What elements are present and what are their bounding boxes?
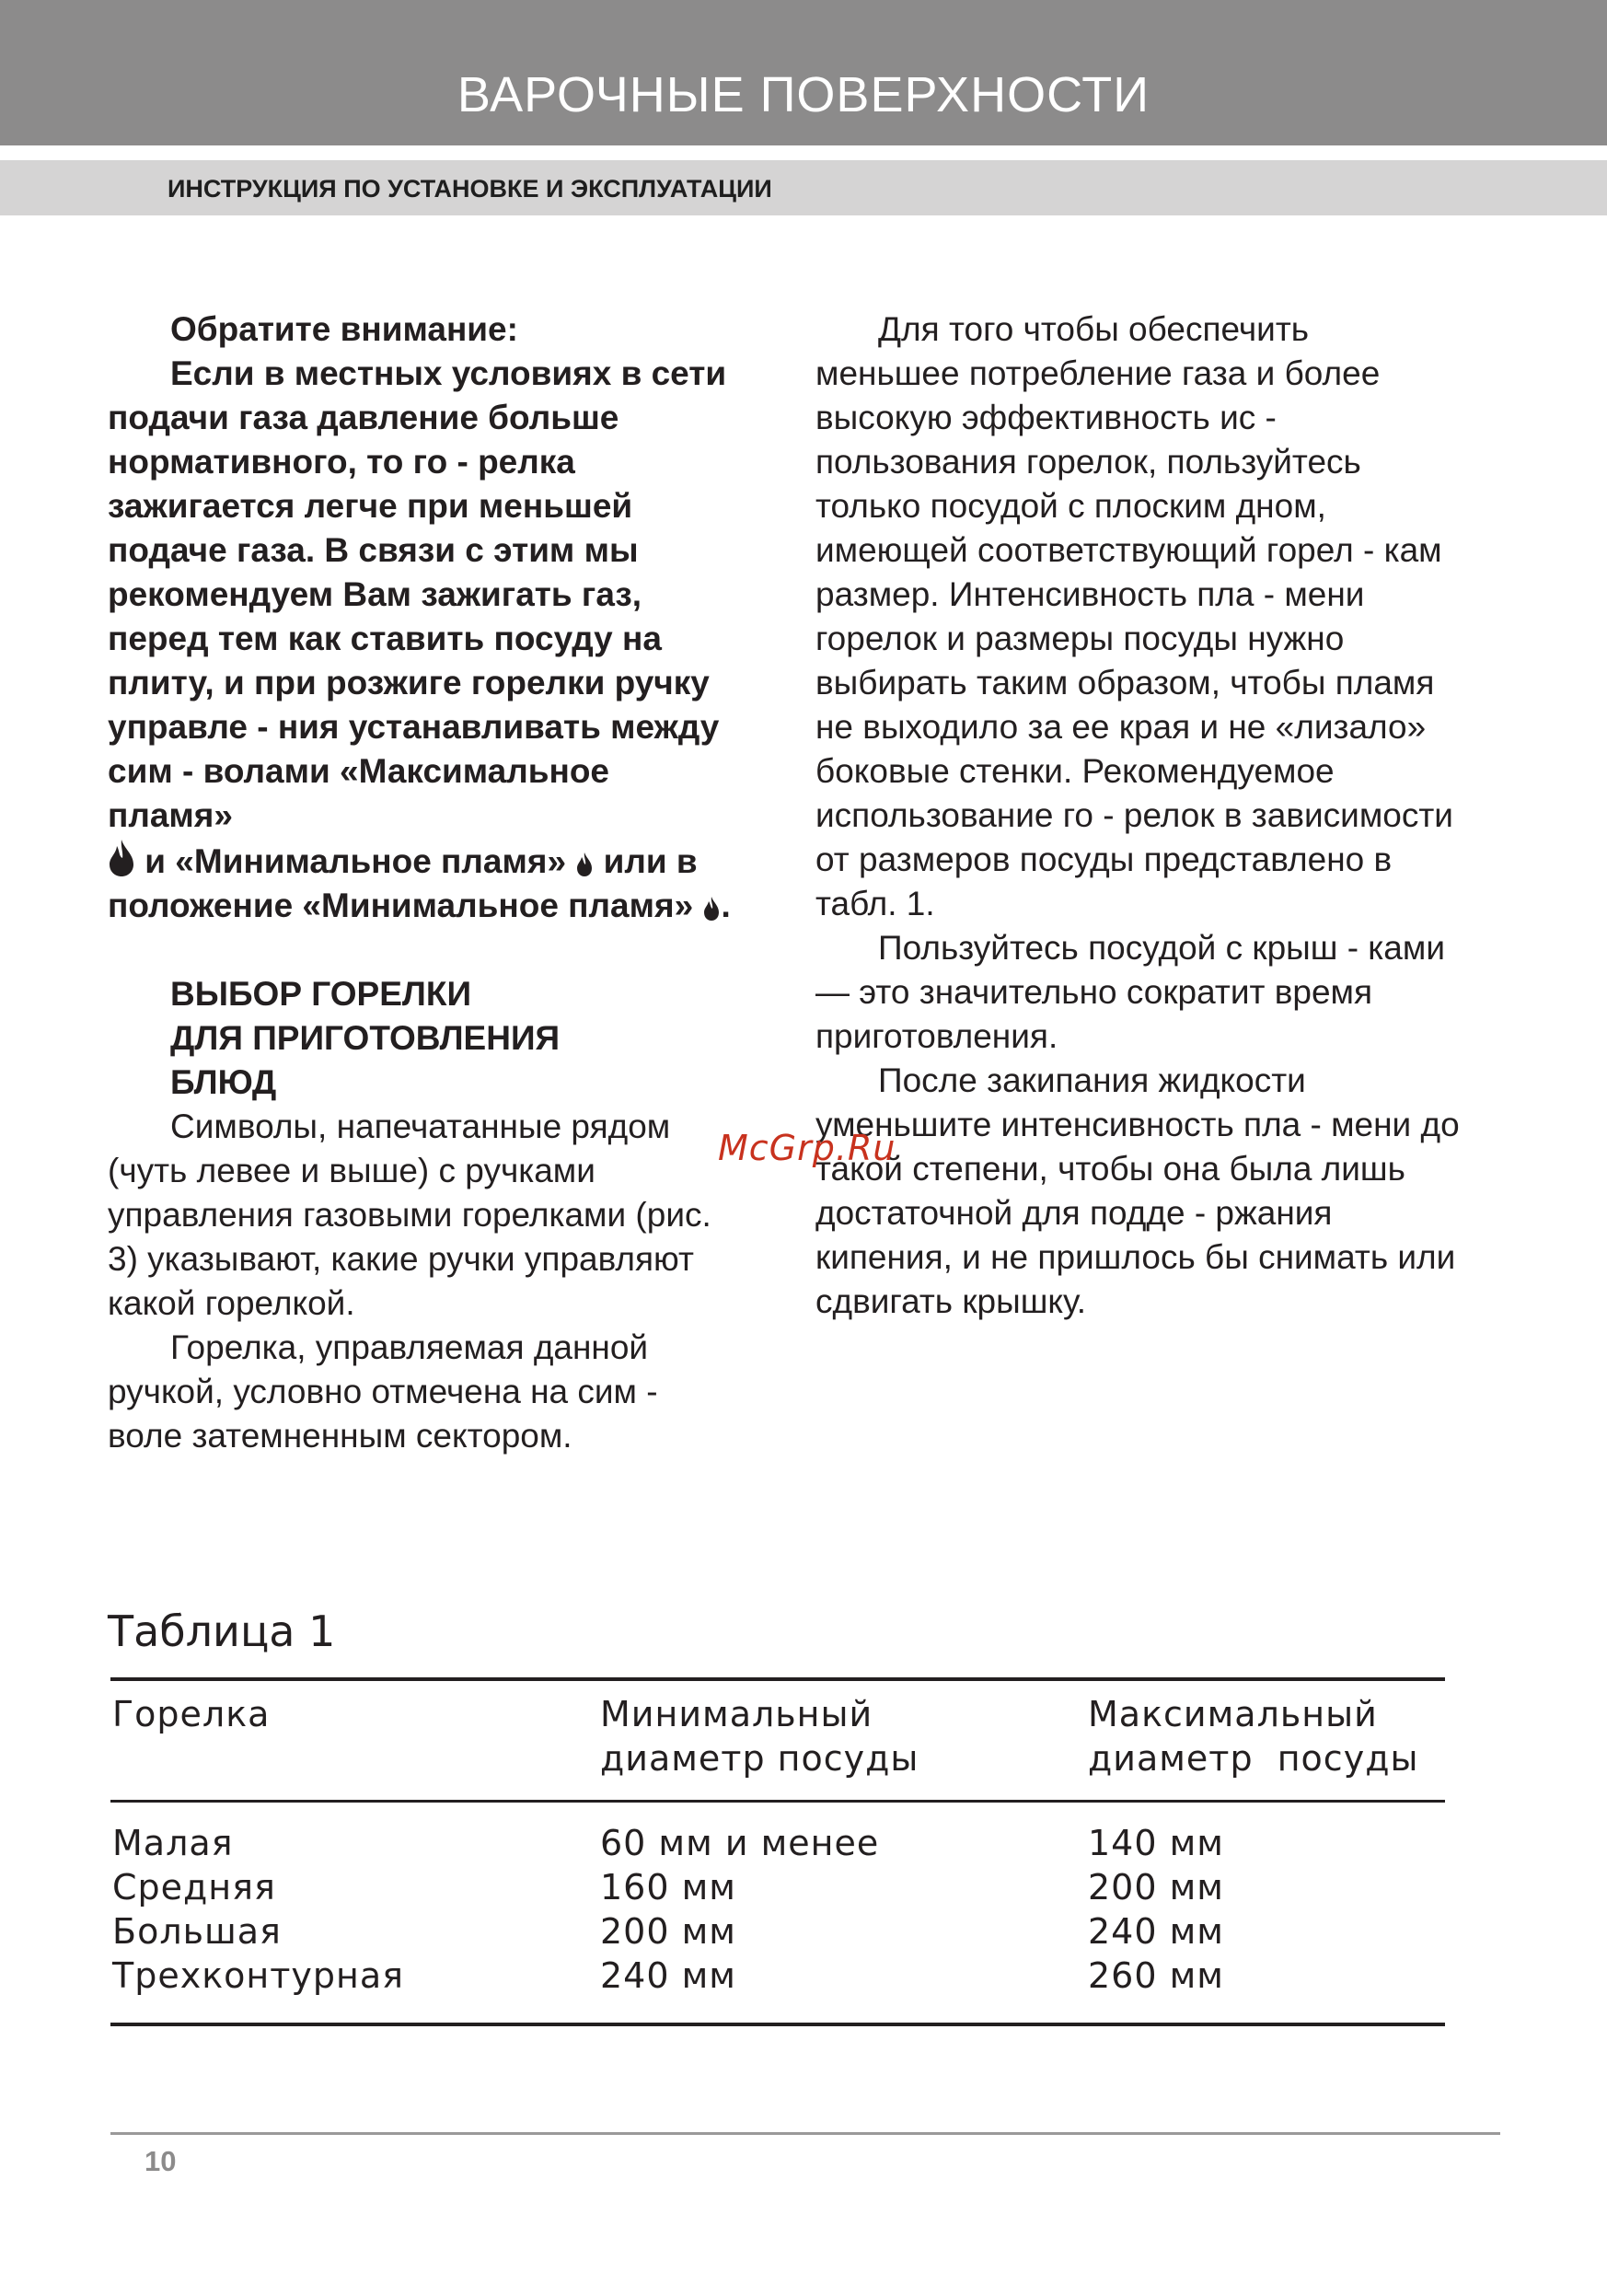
table-cell: Средняя xyxy=(112,1867,276,1908)
page-title: ВАРОЧНЫЕ ПОВЕРХНОСТИ xyxy=(457,67,1150,122)
min-flame-icon xyxy=(575,851,594,878)
section-heading-line-3: БЛЮД xyxy=(170,1063,277,1101)
table-header-burner: Горелка xyxy=(112,1694,271,1734)
table-cell: 260 мм xyxy=(1088,1955,1224,1996)
note-text-2: и «Минимальное пламя» xyxy=(145,842,567,880)
left-column xyxy=(108,307,734,1458)
document-subtitle: ИНСТРУКЦИЯ ПО УСТАНОВКЕ И ЭКСПЛУАТАЦИИ xyxy=(168,175,772,203)
section-heading xyxy=(108,972,734,1105)
max-flame-icon xyxy=(108,838,135,878)
body-paragraph: Символы, напечатанные рядом (чуть левее и выше) с ручками управления газовыми горелками (рис. 3) указывают, какие ручки управляют какой горелкой. xyxy=(108,1107,711,1322)
table-cell: Большая xyxy=(112,1911,282,1952)
section-heading-line-2: ДЛЯ ПРИГОТОВЛЕНИЯ xyxy=(170,1019,561,1057)
table-cell: 200 мм xyxy=(1088,1867,1224,1908)
watermark: McGrp.Ru xyxy=(718,1128,896,1168)
table-header-min: Минимальный диаметр посуды xyxy=(600,1694,919,1779)
note-paragraph xyxy=(108,352,734,928)
note-text-3: или в положение «Минимальное пламя» xyxy=(108,842,698,924)
section-heading-line-1: ВЫБОР ГОРЕЛКИ xyxy=(170,975,472,1013)
table-top-rule xyxy=(110,1677,1445,1681)
table-cell: Малая xyxy=(112,1823,234,1863)
table-title: Таблица 1 xyxy=(108,1606,336,1656)
table-cell: 140 мм xyxy=(1088,1823,1224,1863)
page-number: 10 xyxy=(145,2145,177,2177)
body-paragraph: После закипания жидкости уменьшите интенсивность пла - мени до такой степени, чтобы она была лишь достаточной для подде - ржания кипения, и не пришлось бы снимать или сдвигать крышку. xyxy=(815,1061,1460,1320)
note-text-1: Если в местных условиях в сети подачи газа давление больше нормативного, то го - релка зажигается легче при меньшей подаче газа. В связи с этим мы рекомендуем Вам зажигать газ, перед тем как ставить посуду на плиту, и при розжиге горелки ручку управле - ния устанавливать между сим - волами «Максимальное пламя» xyxy=(108,354,727,834)
table-column-max xyxy=(1088,1821,1224,1998)
table-header-max: Максимальный диаметр посуды xyxy=(1088,1694,1419,1779)
body-paragraph: Пользуйтесь посудой с крыш - ками — это значительно сократит время приготовления. xyxy=(815,929,1445,1055)
table-cell: Трехконтурная xyxy=(112,1955,404,1996)
table-column-min xyxy=(600,1821,879,1998)
footer-rule xyxy=(110,2132,1500,2135)
table-cell: 200 мм xyxy=(600,1911,736,1952)
table-cell: 60 мм и менее xyxy=(600,1823,880,1863)
table-header-rule xyxy=(110,1800,1445,1803)
min-flame-icon-2 xyxy=(702,895,721,922)
table-bottom-rule xyxy=(110,2023,1445,2026)
note-title: Обратите внимание: xyxy=(170,310,518,348)
table-cell: 240 мм xyxy=(1088,1911,1224,1952)
note-text-4: . xyxy=(721,887,731,924)
table-cell: 240 мм xyxy=(600,1955,736,1996)
table-column-burner xyxy=(112,1821,404,1998)
body-paragraph: Для того чтобы обеспечить меньшее потребление газа и более высокую эффективность ис - пользования горелок, пользуйтесь только посудой с плоским дном, имеющей соответствующий горел - кам размер. Интенсивность пла - мени горелок и размеры посуды нужно выбирать таким образом, чтобы пламя не выходило за ее края и не «лизало» боковые стенки. Рекомендуемое использование го - релок в зависимости от размеров посуды представлено в табл. 1. xyxy=(815,310,1453,922)
table-cell: 160 мм xyxy=(600,1867,736,1908)
body-paragraph: Горелка, управляемая данной ручкой, условно отмечена на сим - воле затемненным сектором. xyxy=(108,1328,658,1455)
right-column xyxy=(815,307,1460,1324)
